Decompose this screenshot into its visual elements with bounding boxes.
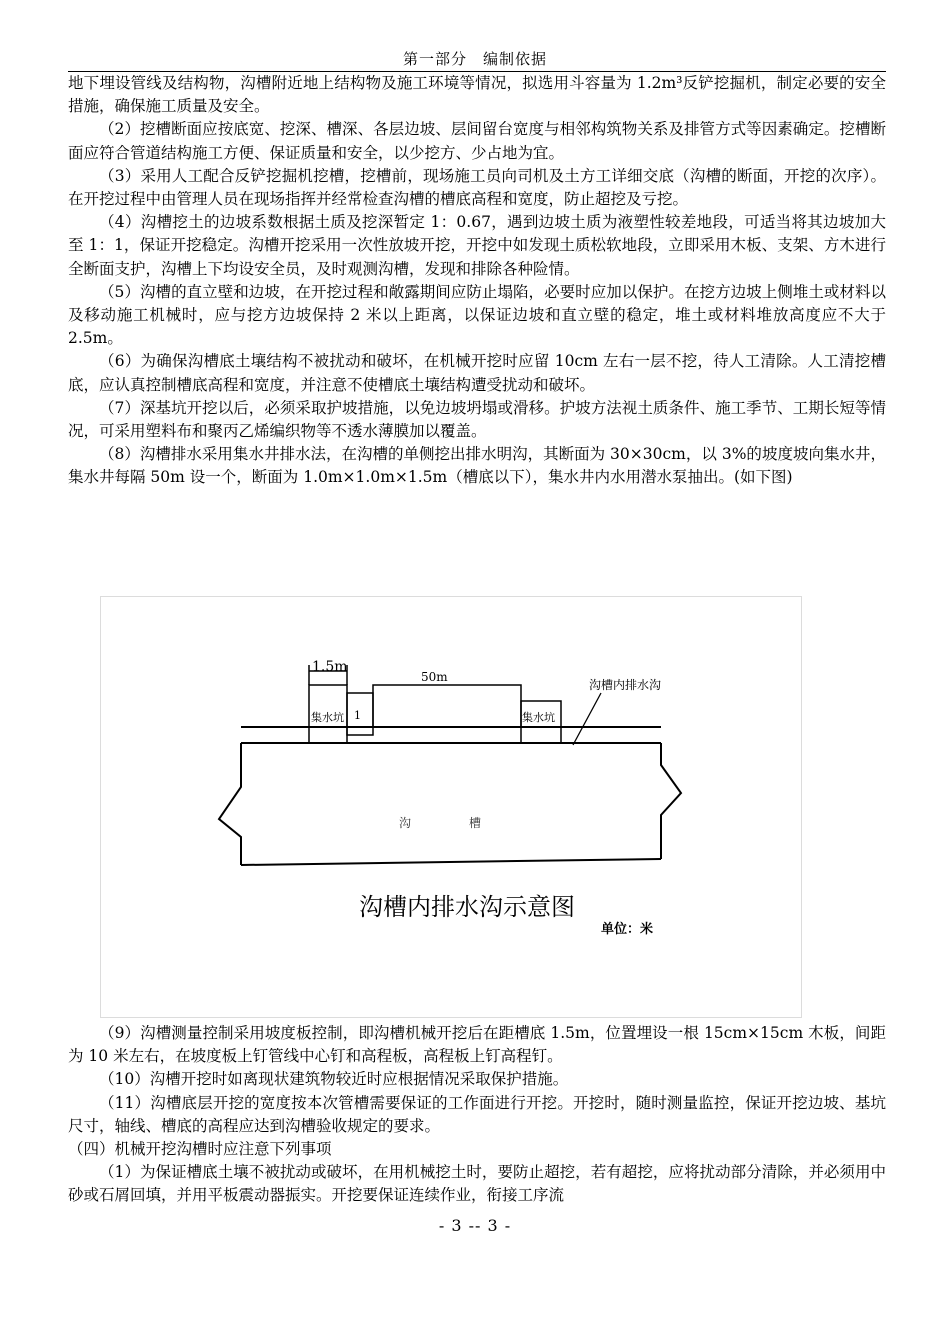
trench-label-1: 沟	[399, 816, 412, 830]
left-wall	[219, 743, 241, 865]
paragraph-continued: 地下埋设管线及结构物，沟槽附近地上结构物及施工环境等情况，拟选用斗容量为 1.2m³反铲挖掘机，制定必要的安全措施，确保施工质量及安全。	[68, 74, 886, 116]
paragraph-2: （2）挖槽断面应按底宽、挖深、槽深、各层边坡、层间留台宽度与相邻构筑物关系及排管方式等因素确定。挖槽断面应符合管道结构施工方便、保证质量和安全，以少挖方、少占地为宜。	[68, 120, 886, 162]
paragraph-11: （11）沟槽底层开挖的宽度按本次管槽需要保证的工作面进行开挖。开挖时，随时测量监控，保证开挖边坡、基坑尺寸，轴线、槽底的高程应达到沟槽验收规定的要求。	[68, 1093, 886, 1135]
drain-leader	[573, 693, 601, 745]
drain-label: 沟槽内排水沟	[589, 678, 662, 692]
paragraph-9: （9）沟槽测量控制采用坡度板控制，即沟槽机械开挖后在距槽底 1.5m，位置埋设一根 15cm×15cm 木板，间距为 10 米左右，在坡度板上钉管线中心钉和高程板，高程板上钉高程钉。	[68, 1024, 886, 1066]
paragraph-7: （7）深基坑开挖以后，必须采取护坡措施，以免边坡坍塌或滑移。护坡方法视土质条件、施工季节、工期长短等情况，可采用塑料布和聚丙乙烯编织物等不透水薄膜加以覆盖。	[68, 398, 886, 441]
middle-block	[373, 685, 521, 727]
dim-label-left: 1.5m	[312, 659, 348, 675]
diagram-title: 沟槽内排水沟示意图	[359, 893, 575, 921]
page-header: 第一部分 编制依据	[402, 50, 547, 68]
paragraph-8: （8）沟槽排水采用集水井排水法，在沟槽的单侧挖出排水明沟，其断面为 30×30cm，以 3%的坡度坡向集水井，集水井每隔 50m 设一个，断面为 1.0m×1.0m×1.5m（槽底以下），集水井内水用潜水泵抽出。(如下图)	[68, 445, 886, 487]
right-sump-label: 集水坑	[522, 711, 555, 724]
drainage-diagram-svg	[101, 597, 801, 1017]
right-wall	[661, 743, 681, 859]
trench-bottom	[241, 859, 661, 865]
paragraph-6: （6）为确保沟槽底土壤结构不被扰动和破坏，在机械开挖时应留 10cm 左右一层不挖，待人工清除。人工清挖槽底，应认真控制槽底高程和宽度，并注意不使槽底土壤结构遭受扰动和破坏。	[68, 352, 886, 394]
small-mark-label: 1	[354, 709, 361, 722]
paragraph-4: （4）沟槽挖土的边坡系数根据土质及挖深暂定 1：0.67，遇到边坡土质为液塑性较差地段，可适当将其边坡加大至 1：1，保证开挖稳定。沟槽开挖采用一次性放坡开挖，开挖中如发现土质松软地段，立即采用木板、支架、方木进行全断面支护，沟槽上下均设安全员，及时观测沟槽，发现和排除各种险情。	[68, 213, 886, 278]
page-number: - 3 -- 3 -	[438, 1216, 512, 1235]
paragraph-10: （10）沟槽开挖时如离现状建筑物较近时应根据情况采取保护措施。	[99, 1070, 569, 1089]
paragraph-last: （1）为保证槽底土壤不被扰动或破坏，在用机械挖土时，要防止超挖，若有超挖，应将扰动部分清除，并必须用中砂或石屑回填，并用平板震动器振实。开挖要保证连续作业，衔接工序流	[68, 1163, 886, 1205]
paragraph-5: （5）沟槽的直立壁和边坡，在开挖过程和敞露期间应防止塌陷，必要时应加以保护。在挖方边坡上侧堆土或材料以及移动施工机械时，应与挖方边坡保持 2 米以上距离，以保证边坡和直立壁的稳定，堆土或材料堆放高度应不大于 2.5m。	[68, 282, 886, 348]
section-heading: （四）机械开挖沟槽时应注意下列事项	[68, 1140, 332, 1159]
drainage-diagram	[100, 596, 802, 1018]
paragraph-3: （3）采用人工配合反铲挖掘机挖槽，挖槽前，现场施工员向司机及土方工详细交底（沟槽的断面，开挖的次序）。在开挖过程中由管理人员在现场指挥并经常检查沟槽的槽底高程和宽度，防止超挖及亏挖。	[68, 166, 886, 209]
unit-label: 单位：米	[601, 922, 654, 937]
left-sump-label: 集水坑	[311, 711, 344, 724]
body-text-top	[68, 72, 886, 490]
dim-label-mid: 50m	[421, 670, 448, 684]
body-text-bottom	[68, 1022, 886, 1208]
trench-label-2: 槽	[469, 816, 482, 830]
